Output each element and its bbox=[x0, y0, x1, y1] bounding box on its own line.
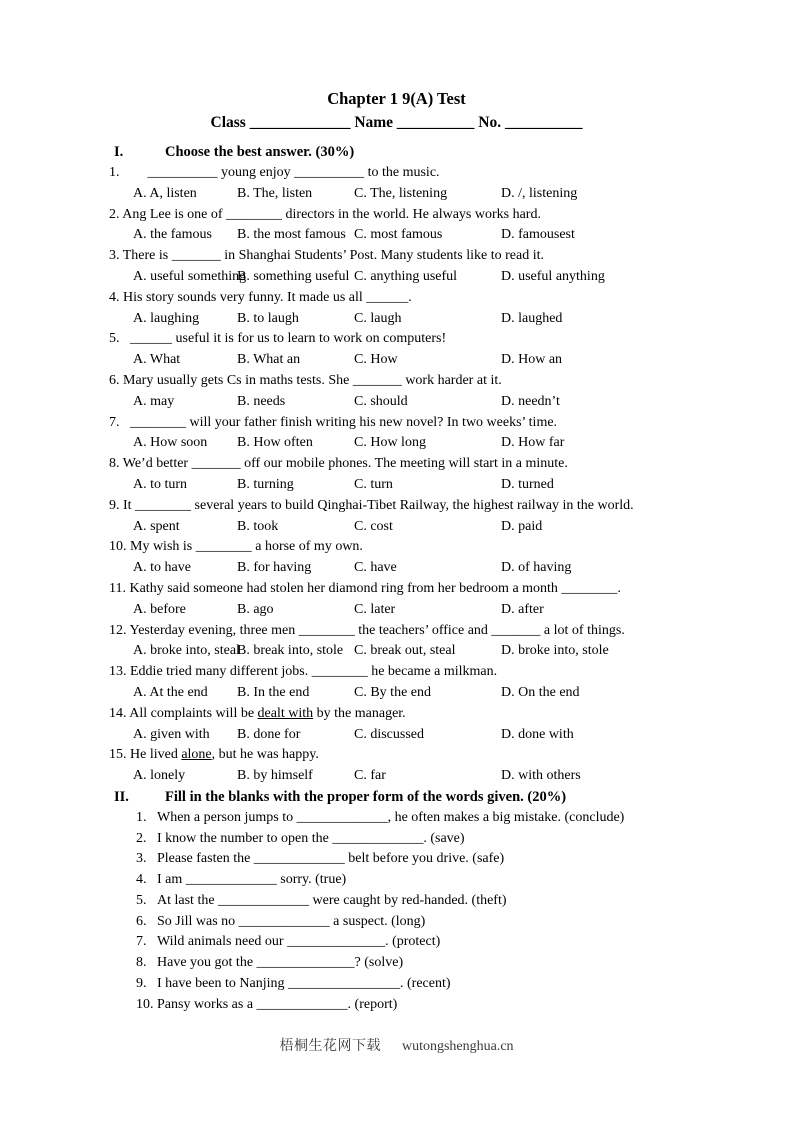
item-number: 7. bbox=[136, 934, 147, 950]
question-options bbox=[133, 766, 793, 787]
question-9 bbox=[0, 496, 793, 538]
option-b: B. for having bbox=[237, 560, 312, 576]
option-d: D. turned bbox=[501, 476, 554, 492]
option-c: C. later bbox=[354, 601, 396, 617]
option-a: A. laughing bbox=[133, 310, 200, 326]
option-c: C. By the end bbox=[354, 684, 431, 700]
question-options bbox=[133, 725, 793, 746]
option-c: C. have bbox=[354, 560, 397, 576]
question-options bbox=[133, 184, 793, 205]
question-text: 3. There is _______ in Shanghai Students’ Post. Many students like to read it. bbox=[109, 248, 544, 264]
option-b: B. How often bbox=[237, 435, 313, 451]
item-text: Pansy works as a _____________. (report) bbox=[157, 996, 398, 1012]
option-a: A. to turn bbox=[133, 476, 188, 492]
option-d: D. needn’t bbox=[501, 393, 560, 409]
question-2 bbox=[0, 205, 793, 247]
option-d: D. paid bbox=[501, 518, 543, 534]
class-name-no-line: Class _____________ Name __________ No. __________ bbox=[210, 114, 583, 131]
section-1-title: Choose the best answer. (30%) bbox=[165, 144, 355, 160]
option-a: A. before bbox=[133, 601, 186, 617]
option-a: A. At the end bbox=[133, 684, 208, 700]
option-c: C. far bbox=[354, 768, 386, 784]
option-d: D. How far bbox=[501, 435, 565, 451]
item-number: 6. bbox=[136, 913, 147, 929]
question-options bbox=[133, 517, 793, 538]
question-text: 5. ______ useful it is for us to learn to work on computers! bbox=[109, 331, 447, 347]
question-6 bbox=[0, 371, 793, 413]
option-c: C. How bbox=[354, 352, 398, 368]
option-b: B. to laugh bbox=[237, 310, 299, 326]
fill-item-10 bbox=[136, 995, 793, 1016]
watermark-site-url: wutongshenghua.cn bbox=[401, 1039, 514, 1054]
option-c: C. discussed bbox=[354, 726, 424, 742]
fill-item-4 bbox=[136, 870, 793, 891]
item-number: 2. bbox=[136, 830, 147, 846]
item-text: At last the _____________ were caught by red-handed. (theft) bbox=[157, 892, 507, 908]
option-b: B. ago bbox=[237, 601, 274, 617]
question-11 bbox=[0, 579, 793, 621]
fill-item-1 bbox=[136, 808, 793, 829]
item-number: 8. bbox=[136, 955, 147, 971]
underlined-phrase: dealt with bbox=[257, 705, 314, 721]
option-d: D. after bbox=[501, 601, 544, 617]
fill-item-7 bbox=[136, 932, 793, 953]
question-text: 15. He lived alone, but he was happy. bbox=[109, 747, 319, 763]
option-d: D. done with bbox=[501, 726, 574, 742]
option-d: D. /, listening bbox=[501, 185, 578, 201]
item-text: Please fasten the _____________ belt before you drive. (safe) bbox=[157, 851, 505, 867]
question-options bbox=[133, 558, 793, 579]
fill-item-9 bbox=[136, 974, 793, 995]
question-options bbox=[133, 267, 793, 288]
option-a: A. spent bbox=[133, 518, 180, 534]
section-2-title: Fill in the blanks with the proper form of the words given. (20%) bbox=[165, 788, 567, 805]
question-options bbox=[133, 225, 793, 246]
option-c: C. The, listening bbox=[354, 185, 448, 201]
question-options bbox=[133, 433, 793, 454]
test-title: Chapter 1 9(A) Test bbox=[327, 89, 466, 108]
section-2-number: II. bbox=[114, 788, 129, 805]
item-number: 5. bbox=[136, 892, 147, 908]
option-b: B. needs bbox=[237, 393, 286, 409]
option-a: A. the famous bbox=[133, 227, 212, 243]
item-number: 9. bbox=[136, 976, 147, 992]
option-b: B. In the end bbox=[237, 684, 310, 700]
option-c: C. most famous bbox=[354, 227, 443, 243]
question-options bbox=[133, 683, 793, 704]
option-a: A. to have bbox=[133, 560, 191, 576]
option-d: D. laughed bbox=[501, 310, 563, 326]
fill-item-6 bbox=[136, 912, 793, 933]
question-options bbox=[133, 475, 793, 496]
option-d: D. famousest bbox=[501, 227, 575, 243]
item-number: 10. bbox=[136, 996, 154, 1012]
option-d: D. How an bbox=[501, 352, 563, 368]
question-14 bbox=[0, 704, 793, 746]
question-options bbox=[133, 600, 793, 621]
option-a: A. What bbox=[133, 352, 181, 368]
fill-item-8 bbox=[136, 953, 793, 974]
question-text: 6. Mary usually gets Cs in maths tests. She _______ work harder at it. bbox=[109, 372, 502, 388]
item-number: 4. bbox=[136, 872, 147, 888]
question-text: 10. My wish is ________ a horse of my own. bbox=[109, 539, 363, 555]
section-1-number: I. bbox=[114, 144, 124, 160]
option-a: A. useful something bbox=[133, 268, 247, 284]
question-options bbox=[133, 350, 793, 371]
question-10 bbox=[0, 537, 793, 579]
option-d: D. with others bbox=[501, 768, 581, 784]
item-text: When a person jumps to _____________, he often makes a big mistake. (conclude) bbox=[157, 809, 625, 825]
question-7 bbox=[0, 413, 793, 455]
item-text: I am _____________ sorry. (true) bbox=[157, 872, 347, 888]
question-text: 11. Kathy said someone had stolen her diamond ring from her bedroom a month ________. bbox=[109, 580, 621, 596]
option-a: A. broke into, steal bbox=[133, 643, 240, 659]
item-text: Wild animals need our ______________. (protect) bbox=[157, 934, 441, 950]
item-number: 3. bbox=[136, 851, 147, 867]
option-c: C. should bbox=[354, 393, 408, 409]
watermark-site-name: 梧桐生花网下载 bbox=[279, 1039, 381, 1054]
question-text: 4. His story sounds very funny. It made us all ______. bbox=[109, 289, 412, 305]
option-d: D. broke into, stole bbox=[501, 643, 609, 659]
question-text: 8. We’d better _______ off our mobile phones. The meeting will start in a minute. bbox=[109, 456, 568, 472]
option-b: B. took bbox=[237, 518, 279, 534]
option-c: C. How long bbox=[354, 435, 426, 451]
option-d: D. On the end bbox=[501, 684, 580, 700]
footer-watermark bbox=[0, 1036, 793, 1058]
option-b: B. What an bbox=[237, 352, 301, 368]
question-text: 12. Yesterday evening, three men ________ the teachers’ office and _______ a lot of things. bbox=[109, 622, 625, 638]
fill-item-3 bbox=[136, 849, 793, 870]
option-a: A. given with bbox=[133, 726, 210, 742]
question-5 bbox=[0, 329, 793, 371]
question-8 bbox=[0, 454, 793, 496]
option-b: B. done for bbox=[237, 726, 301, 742]
option-c: C. cost bbox=[354, 518, 393, 534]
option-b: B. by himself bbox=[237, 768, 313, 784]
question-12 bbox=[0, 621, 793, 663]
option-c: C. break out, steal bbox=[354, 643, 456, 659]
option-a: A. lonely bbox=[133, 768, 186, 784]
section-1-heading bbox=[114, 142, 793, 163]
option-b: B. something useful bbox=[237, 268, 350, 284]
question-text: 14. All complaints will be dealt with by the manager. bbox=[109, 705, 406, 721]
question-text: 9. It ________ several years to build Qinghai-Tibet Railway, the highest railway in the world. bbox=[109, 497, 634, 513]
question-text: 1. __________ young enjoy __________ to the music. bbox=[109, 165, 440, 180]
question-1 bbox=[0, 163, 793, 205]
option-c: C. laugh bbox=[354, 310, 402, 326]
question-13 bbox=[0, 662, 793, 704]
option-a: A. may bbox=[133, 393, 175, 409]
question-15 bbox=[0, 745, 793, 787]
question-options bbox=[133, 309, 793, 330]
option-b: B. break into, stole bbox=[237, 643, 344, 659]
option-d: D. of having bbox=[501, 560, 572, 576]
option-a: A. A, listen bbox=[133, 185, 197, 201]
item-text: So Jill was no _____________ a suspect. (long) bbox=[157, 913, 426, 929]
question-4 bbox=[0, 288, 793, 330]
question-text: 7. ________ will your father finish writing his new novel? In two weeks’ time. bbox=[109, 414, 558, 430]
item-text: I have been to Nanjing ________________. (recent) bbox=[157, 976, 451, 992]
item-text: Have you got the ______________? (solve) bbox=[157, 955, 404, 971]
option-b: B. the most famous bbox=[237, 227, 346, 243]
section-2-heading bbox=[114, 787, 793, 808]
option-d: D. useful anything bbox=[501, 268, 605, 284]
underlined-phrase: alone bbox=[181, 747, 212, 763]
item-text: I know the number to open the _____________. (save) bbox=[157, 830, 465, 846]
question-options bbox=[133, 641, 793, 662]
item-number: 1. bbox=[136, 809, 147, 825]
question-3 bbox=[0, 246, 793, 288]
option-c: C. anything useful bbox=[354, 268, 458, 284]
option-b: B. turning bbox=[237, 476, 294, 492]
fill-item-2 bbox=[136, 829, 793, 850]
option-c: C. turn bbox=[354, 476, 393, 492]
question-text: 2. Ang Lee is one of ________ directors in the world. He always works hard. bbox=[109, 206, 541, 222]
question-text: 13. Eddie tried many different jobs. ________ he became a milkman. bbox=[109, 664, 498, 680]
option-b: B. The, listen bbox=[237, 185, 313, 201]
question-options bbox=[133, 392, 793, 413]
fill-item-5 bbox=[136, 891, 793, 912]
option-a: A. How soon bbox=[133, 435, 208, 451]
